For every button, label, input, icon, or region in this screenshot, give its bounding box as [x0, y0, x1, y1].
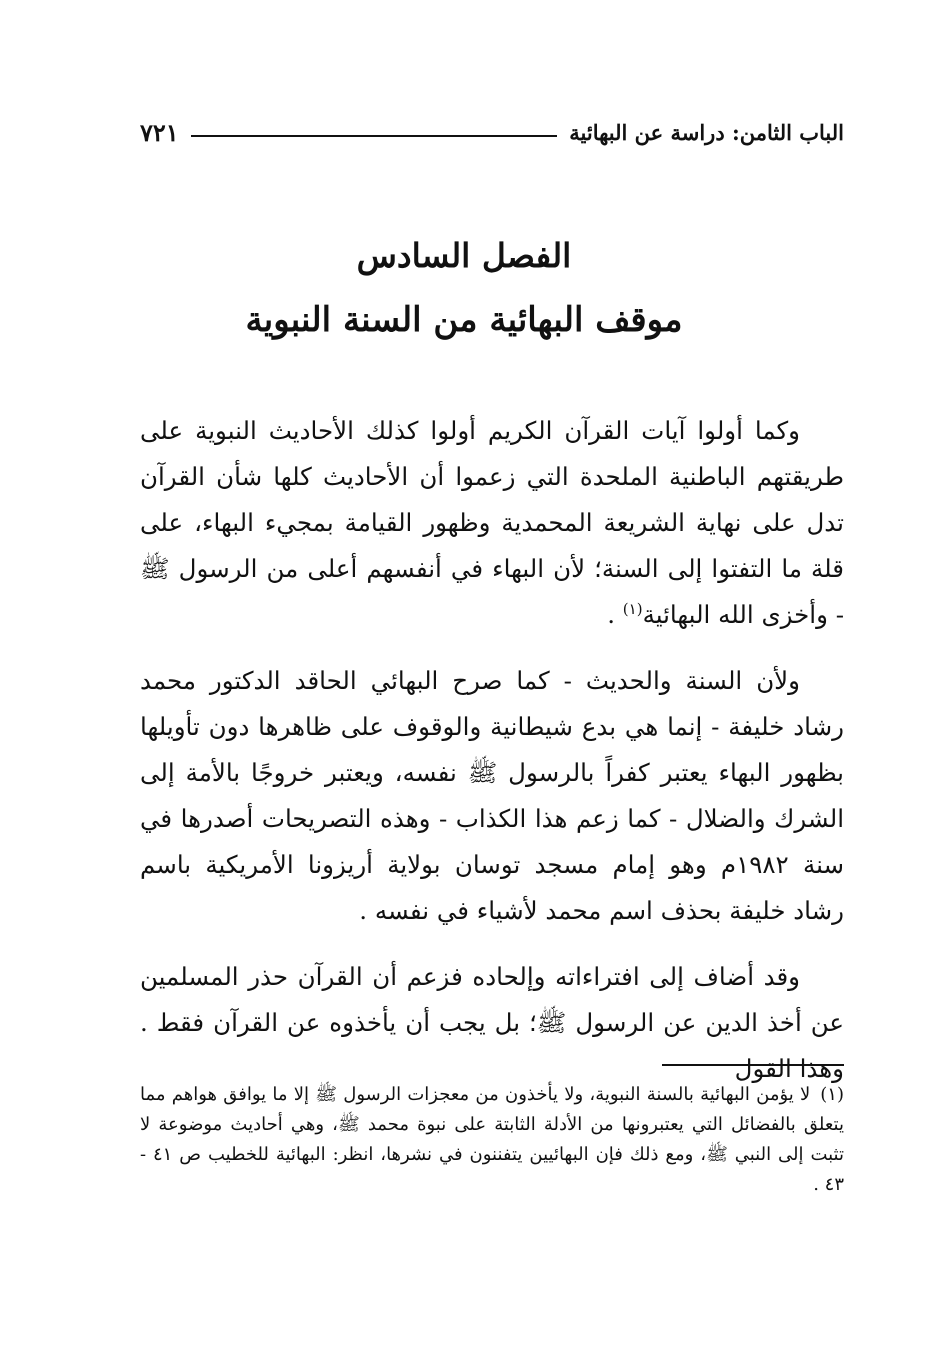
body-text	[140, 408, 844, 1112]
paragraph-1-text: وكما أولوا آيات القرآن الكريم أولوا كذلك الأحاديث النبوية على طريقتهم الباطنية الملحدة التي زعموا أن الأحاديث كلها شأن القرآن تدل على نهاية الشريعة المحمدية وظهور القيامة بمجيء البهاء، على قلة ما التفتوا إلى السنة؛ لأن البهاء في أنفسهم أعلى من الرسول ﷺ - وأخزى الله البهائية	[140, 416, 844, 629]
paragraph-3: وقد أضاف إلى افتراءاته وإلحاده فزعم أن القرآن حذر المسلمين عن أخذ الدين عن الرسول ﷺ؛ بل يجب أن يأخذوه عن القرآن فقط . وهذا القول	[140, 962, 844, 1083]
chapter-title: موقف البهائية من السنة النبوية	[245, 300, 683, 340]
paragraph-1-end: .	[607, 600, 623, 629]
page-header	[140, 112, 844, 152]
header-rule	[191, 135, 558, 137]
footnote-marker: (١)	[820, 1084, 844, 1105]
footnote	[140, 1080, 844, 1200]
page-number: ٧٢١	[140, 117, 179, 147]
footnote-divider	[662, 1064, 844, 1066]
footnote-reference[interactable]: (١)	[622, 599, 643, 618]
footnote-text: لا يؤمن البهائية بالسنة النبوية، ولا يأخذون من معجزات الرسول ﷺ إلا ما يوافق هواهم مما يتعلق بالفضائل التي يعتبرونها من الأدلة الثابتة على نبوة محمد ﷺ، وهي أحاديث موضوعة لا تثبت إلى النبي ﷺ، ومع ذلك فإن البهائيين يتفننون في نشرها، انظر: البهائية للخطيب ص ٤١ - ٤٣ .	[140, 1084, 844, 1195]
chapter-label: الفصل السادس	[356, 236, 572, 275]
running-title: الباب الثامن: دراسة عن البهائية	[569, 119, 844, 145]
paragraph-2: ولأن السنة والحديث - كما صرح البهائي الحاقد الدكتور محمد رشاد خليفة - إنما هي بدع شيطانية والوقوف على ظاهرها دون تأويلها بظهور البهاء يعتبر كفراً بالرسول ﷺ نفسه، ويعتبر خروجًا بالأمة إلى الشرك والضلال - كما زعم هذا الكذاب - وهذه التصريحات أصدرها في سنة ١٩٨٢م وهو إمام مسجد توسان بولاية أريزونا الأمريكية باسم رشاد خليفة بحذف اسم محمد لأشياء في نفسه .	[140, 666, 844, 925]
paragraph-1	[140, 408, 844, 638]
